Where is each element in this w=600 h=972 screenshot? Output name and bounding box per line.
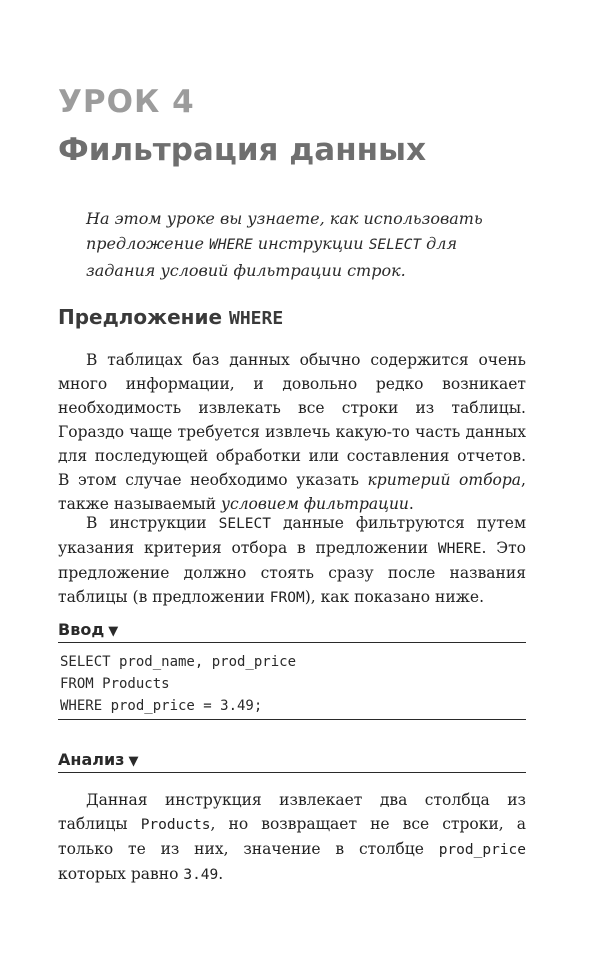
paragraph-text: Данная инструкция извлекает два столбца из таблицы [58,791,526,833]
paragraph-text: В таблицах баз данных обычно содержится очень много информации, и довольно редко возникает необходимость извлекать все строки из таблицы. Гораздо чаще требуется извлечь какую-то часть данных для последующей обработки или составления отчетов. В этом случае необходимо указать [58,351,526,489]
emphasis-term: критерий отбора [367,471,522,489]
intro-text: для задания условий фильтрации строк. [86,234,458,280]
lesson-title: Фильтрация данных [58,132,427,168]
section-heading-text: Предложение [58,305,229,329]
intro-keyword-select: SELECT [368,237,422,253]
paragraph-text: , но возвращает не все строки, а только те из них, значение в столбце [58,815,526,858]
code-line: WHERE prod_price = 3.49; [60,698,263,714]
paragraph-text: . [408,495,414,513]
paragraph-text: , также называемый [58,471,526,513]
triangle-down-icon: ▼ [128,754,139,769]
paragraph-1 [58,348,526,516]
emphasis-term: условием фильтрации [221,495,409,513]
analysis-label-text: Анализ [58,750,125,769]
paragraph-text: . Это предложение должно стоять сразу после названия таблицы (в предложении [58,539,526,606]
code-listing [60,651,296,717]
paragraph-text: данные фильтруются путем указания критерия отбора в предложении [58,514,526,557]
analysis-label [58,750,138,769]
section-heading [58,305,283,329]
section-heading-keyword: WHERE [229,308,284,329]
inline-code: 3.49 [183,867,219,883]
input-label-text: Ввод [58,620,105,639]
intro-text: инструкции [252,234,369,253]
paragraph-text: В инструкции [86,514,219,532]
lesson-number: УРОК 4 [58,84,195,120]
paragraph-3 [58,788,526,887]
inline-code: SELECT [218,516,271,532]
triangle-down-icon: ▼ [108,624,119,639]
code-line: SELECT prod_name, prod_price [60,654,297,670]
input-bottom-rule [58,719,526,720]
analysis-rule [58,772,526,773]
inline-code: Products [140,817,211,833]
paragraph-text: которых равно [58,865,184,883]
intro-text: На этом уроке вы узнаете, как использовать предложение [86,209,483,253]
inline-code: prod_price [438,842,526,858]
paragraph-text: ), как показано ниже. [304,588,485,606]
input-top-rule [58,642,526,643]
paragraph-text: . [218,865,224,883]
paragraph-2 [58,511,526,610]
input-label [58,620,118,639]
inline-code: WHERE [437,541,482,557]
lesson-intro [86,206,526,283]
inline-code: FROM [269,590,305,606]
code-line: FROM Products [60,676,170,692]
intro-keyword-where: WHERE [209,237,253,253]
